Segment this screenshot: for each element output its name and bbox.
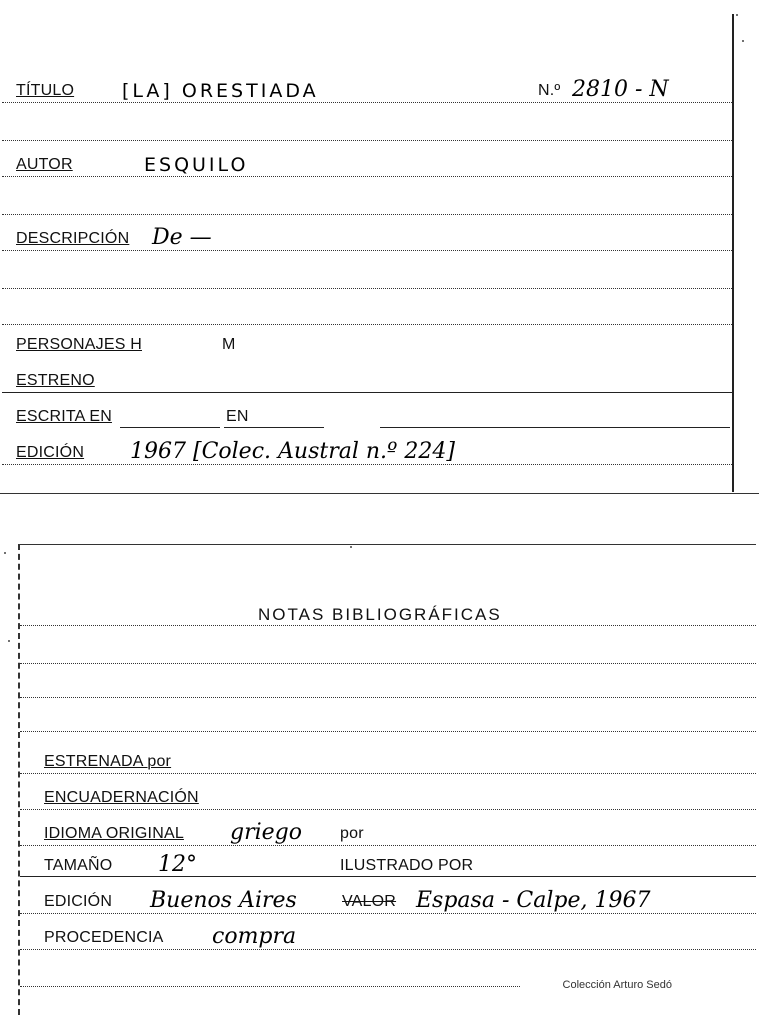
procedencia-value: compra	[212, 924, 297, 949]
titulo-label: TÍTULO	[16, 82, 75, 99]
numero-value: 2810 - N	[572, 77, 669, 102]
personajes-m-label: M	[222, 336, 236, 353]
estrenada-row	[20, 751, 756, 774]
blank-row	[20, 641, 756, 664]
blank-row	[20, 709, 756, 732]
edicion-label: EDICIÓN	[44, 893, 113, 910]
escrita-extra-blank	[380, 426, 730, 428]
personajes-label: PERSONAJES H	[16, 336, 142, 353]
catalog-card-front	[2, 14, 734, 492]
tamano-label: TAMAÑO	[44, 857, 113, 874]
card-separator	[0, 493, 759, 494]
scan-speck	[8, 640, 10, 642]
escrita-en-blank	[224, 426, 324, 428]
descripcion-value: De —	[152, 225, 212, 250]
estreno-label: ESTRENO	[16, 372, 95, 389]
tamano-line	[20, 875, 756, 877]
tamano-row	[20, 852, 756, 877]
blank-row	[2, 302, 732, 325]
notas-title: NOTAS BIBLIOGRÁFICAS	[258, 605, 502, 624]
numero-label: N.º	[538, 82, 561, 99]
blank-row	[20, 675, 756, 698]
scan-speck	[350, 546, 352, 548]
edicion-row	[2, 439, 732, 465]
autor-value: ESQUILO	[144, 154, 249, 176]
edicion-label: EDICIÓN	[16, 444, 85, 461]
encuadernacion-row	[20, 787, 756, 810]
idioma-value: griego	[230, 820, 302, 845]
notas-title-row	[20, 603, 756, 626]
estrenada-label: ESTRENADA por	[44, 753, 172, 770]
procedencia-row	[20, 924, 756, 950]
edicion-struck: VALOR	[342, 893, 397, 910]
catalog-card-back	[18, 544, 756, 1015]
escrita-row	[2, 406, 732, 428]
blank-row	[2, 192, 732, 215]
edicion-publisher: Espasa - Calpe, 1967	[416, 888, 651, 913]
blank-row	[2, 266, 732, 289]
por-label: por	[340, 825, 364, 842]
edicion-row	[20, 888, 756, 914]
encuadernacion-label: ENCUADERNACIÓN	[44, 789, 199, 806]
descripcion-label: DESCRIPCIÓN	[16, 230, 130, 247]
autor-row	[2, 154, 732, 177]
edicion-value: 1967 [Colec. Austral n.º 224]	[130, 439, 455, 464]
titulo-row	[2, 77, 732, 103]
escrita-blank	[120, 426, 220, 428]
procedencia-label: PROCEDENCIA	[44, 929, 164, 946]
tamano-value: 12°	[158, 852, 197, 877]
personajes-row	[2, 334, 732, 356]
estreno-row	[2, 370, 732, 393]
idioma-label: IDIOMA ORIGINAL	[44, 825, 184, 842]
scan-speck	[736, 14, 738, 16]
edicion-city: Buenos Aires	[150, 888, 297, 913]
footer-credit: Colección Arturo Sedó	[562, 979, 672, 991]
footer-row	[20, 965, 756, 991]
titulo-value: [LA] ORESTIADA	[122, 80, 319, 102]
idioma-row	[20, 820, 756, 846]
escrita-en-label: EN	[226, 408, 249, 425]
footer-line	[20, 985, 520, 987]
descripcion-row	[2, 225, 732, 251]
escrita-label: ESCRITA EN	[16, 408, 112, 425]
ilustrado-label: ILUSTRADO POR	[340, 857, 474, 874]
autor-label: AUTOR	[16, 156, 73, 173]
scan-speck	[742, 40, 744, 42]
scan-speck	[4, 552, 6, 554]
blank-row	[2, 118, 732, 141]
